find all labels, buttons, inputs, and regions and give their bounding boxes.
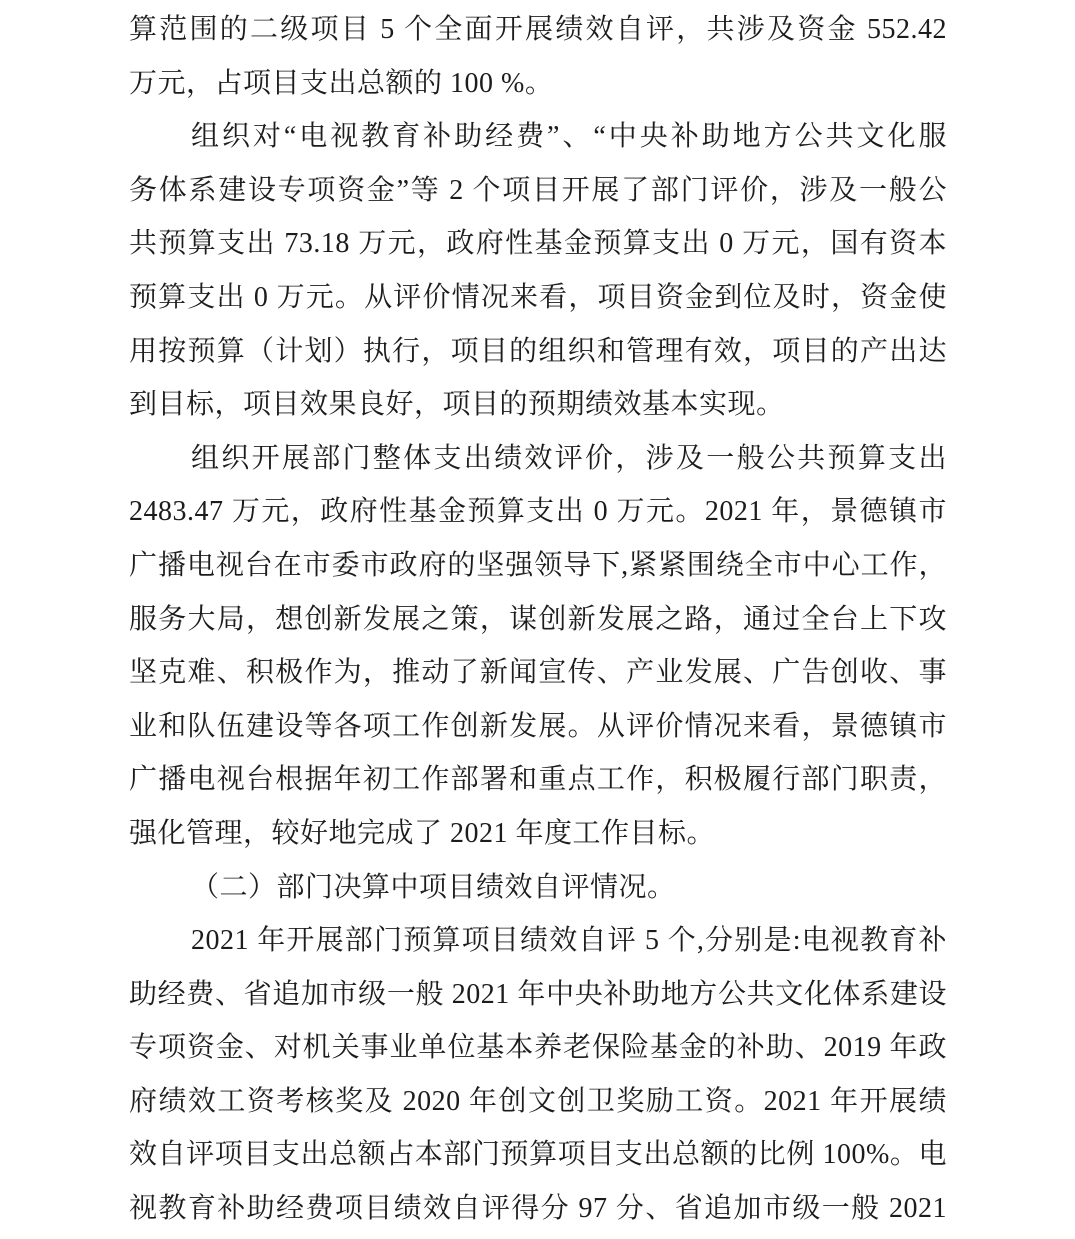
text-line: 组织对“电视教育补助经费”、“中央补助地方公共文化服 [191, 121, 947, 153]
section-heading [129, 861, 947, 915]
text-line: 务体系建设专项资金”等 2 个项目开展了部门评价，涉及一般公 [129, 174, 947, 206]
text-line: 到目标，项目效果良好，项目的预期绩效基本实现。 [129, 389, 785, 421]
text-line: 预算支出 0 万元。从评价情况来看，项目资金到位及时，资金使 [129, 281, 947, 313]
paragraph-continuation [129, 3, 947, 110]
text-line: 2483.47 万元，政府性基金预算支出 0 万元。2021 年，景德镇市 [129, 496, 947, 528]
text-line: 效自评项目支出总额占本部门预算项目支出总额的比例 100%。电 [129, 1139, 947, 1171]
text-line: 业和队伍建设等各项工作创新发展。从评价情况来看，景德镇市 [129, 710, 947, 742]
text-line: 共预算支出 73.18 万元，政府性基金预算支出 0 万元，国有资本 [129, 228, 947, 260]
text-line: 2021 年开展部门预算项目绩效自评 5 个,分别是:电视教育补 [191, 925, 947, 957]
text-line: 助经费、省追加市级一般 2021 年中央补助地方公共文化体系建设 [129, 978, 947, 1010]
text-line: 广播电视台根据年初工作部署和重点工作，积极履行部门职责， [129, 764, 947, 796]
paragraph-overall-evaluation [129, 432, 947, 861]
text-line: 用按预算（计划）执行，项目的组织和管理有效，项目的产出达 [129, 335, 947, 367]
text-line: 专项资金、对机关事业单位基本养老保险基金的补助、2019 年政 [129, 1032, 947, 1064]
paragraph-department-evaluation [129, 110, 947, 432]
text-line: 府绩效工资考核奖及 2020 年创文创卫奖励工资。2021 年开展绩 [129, 1085, 947, 1117]
text-line: 组织开展部门整体支出绩效评价，涉及一般公共预算支出 [191, 442, 947, 474]
text-line: 视教育补助经费项目绩效自评得分 97 分、省追加市级一般 2021 [129, 1193, 947, 1225]
text-line: 服务大局，想创新发展之策，谋创新发展之路，通过全台上下攻 [129, 603, 947, 635]
text-line: 强化管理，较好地完成了 2021 年度工作目标。 [129, 817, 716, 849]
text-line: 坚克难、积极作为，推动了新闻宣传、产业发展、广告创收、事 [129, 657, 947, 689]
paragraph-self-evaluation-detail [129, 914, 947, 1236]
text-line: 广播电视台在市委市政府的坚强领导下,紧紧围绕全市中心工作， [129, 549, 947, 581]
section-heading-text: （二）部门决算中项目绩效自评情况。 [191, 871, 676, 903]
text-line: 算范围的二级项目 5 个全面开展绩效自评，共涉及资金 552.42 [129, 14, 947, 45]
text-line: 万元，占项目支出总额的 100 %。 [129, 67, 554, 99]
